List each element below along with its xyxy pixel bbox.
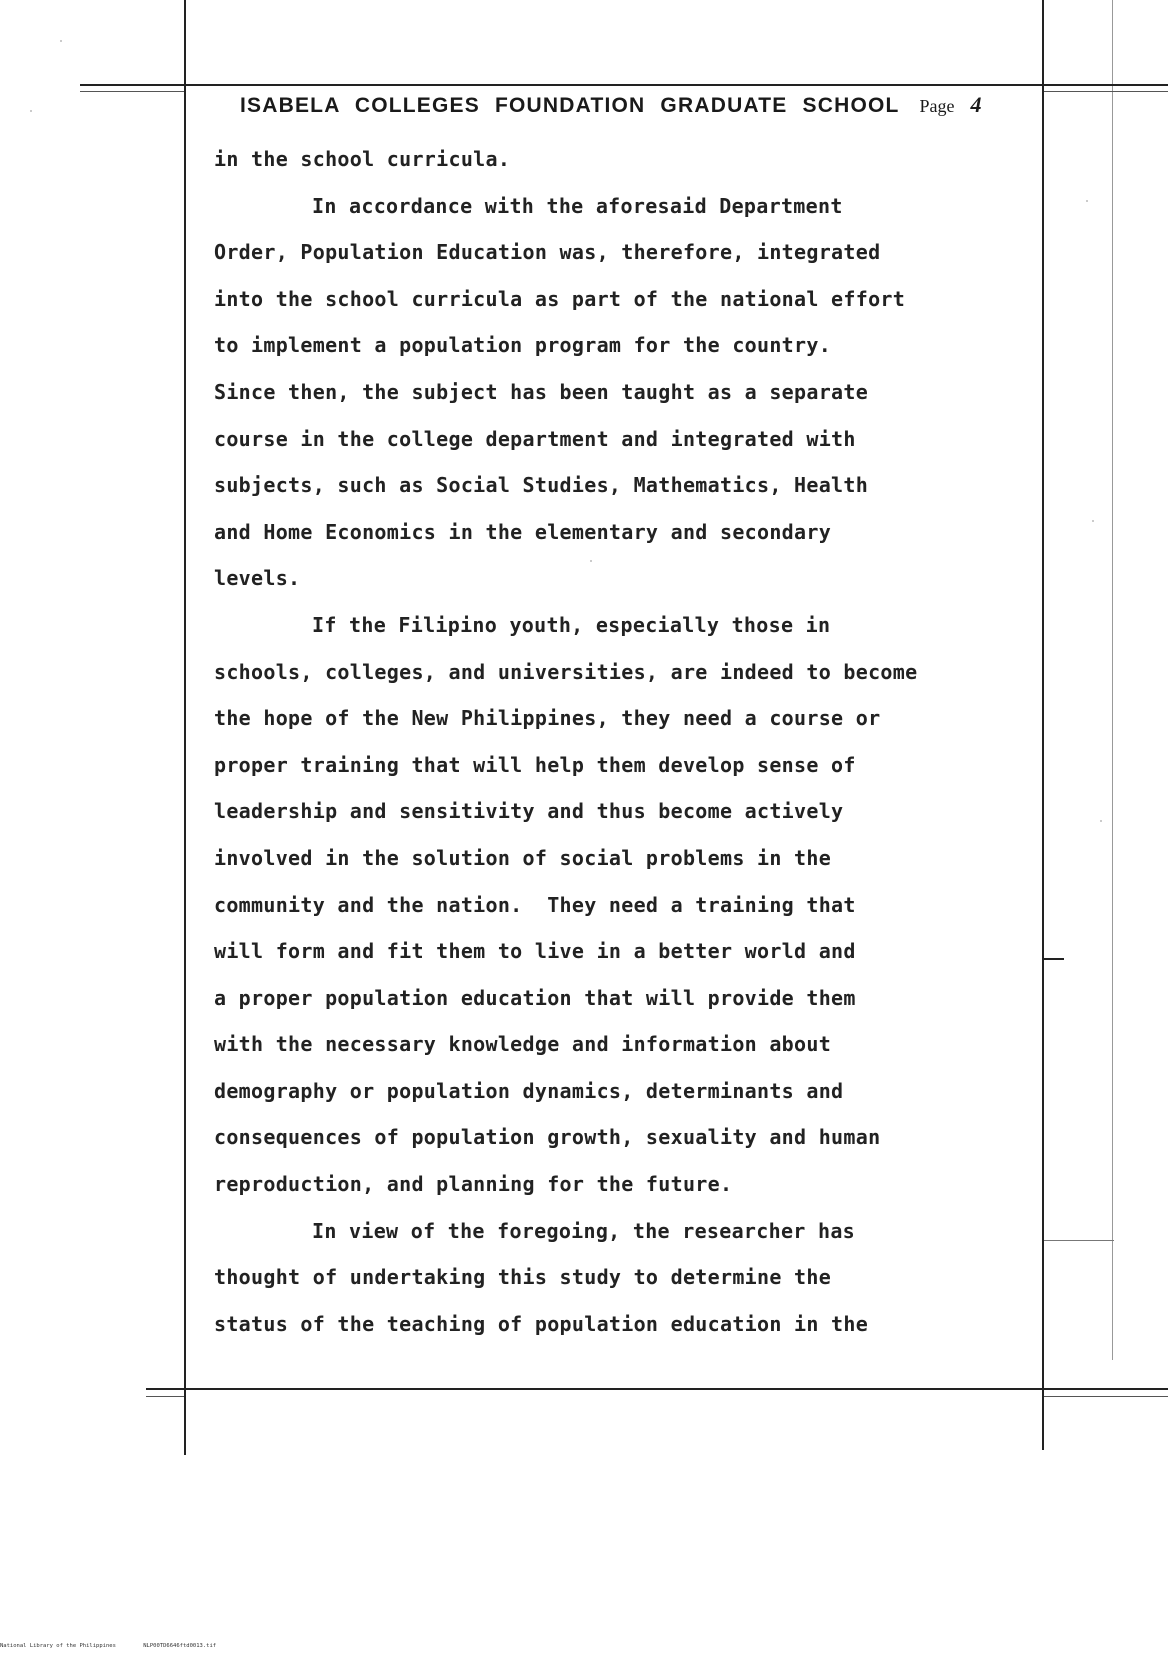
text-line: the hope of the New Philippines, they need a course or (214, 706, 881, 731)
scan-footer (0, 1643, 240, 1649)
side-tick-mark (1044, 958, 1064, 960)
page-number: 4 (970, 92, 982, 117)
bottom-rule-left (146, 1396, 184, 1397)
text-line: in the school curricula. (214, 147, 511, 171)
text-line: will form and fit them to live in a better world and (214, 939, 856, 964)
bottom-rule (146, 1388, 1168, 1390)
page-header (240, 92, 1040, 128)
scan-speck (30, 110, 32, 112)
text-line: If the Filipino youth, especially those in (312, 612, 831, 637)
text-line: community and the nation. They need a training that (214, 892, 856, 917)
text-line: proper training that will help them develop sense of (214, 752, 856, 777)
text-line: status of the teaching of population education in the (214, 1311, 869, 1336)
text-line: consequences of population growth, sexuality and human (214, 1125, 881, 1150)
text-line: schools, colleges, and universities, are indeed to become (214, 659, 918, 684)
text-line: levels. (214, 566, 301, 591)
text-line: into the school curricula as part of the national effort (214, 286, 906, 311)
left-margin-rule (184, 0, 186, 1455)
scan-speck (60, 40, 62, 42)
text-line: In view of the foregoing, the researcher has (312, 1218, 856, 1243)
side-tick-mark-2 (1044, 1240, 1114, 1241)
bottom-rule-right (1044, 1396, 1168, 1397)
file-id: NLP00TD6646ftd0013.tif (143, 1643, 217, 1649)
text-line: Since then, the subject has been taught as a separate (214, 379, 869, 404)
text-line: demography or population dynamics, determinants and (214, 1078, 844, 1103)
page-label: Page (919, 96, 955, 116)
right-edge-rule (1112, 0, 1113, 1360)
institution-title: ISABELA COLLEGES FOUNDATION GRADUATE SCHOOL (240, 94, 900, 117)
scan-speck (1092, 520, 1094, 522)
text-line: In accordance with the aforesaid Department (312, 193, 843, 218)
text-line: course in the college department and integrated with (214, 426, 856, 451)
right-margin-rule (1042, 0, 1044, 1450)
scan-speck (1100, 820, 1102, 822)
text-line: and Home Economics in the elementary and secondary (214, 519, 832, 544)
header-rule-short (80, 91, 184, 92)
scan-speck (1086, 200, 1088, 202)
text-line: thought of undertaking this study to determine the (214, 1265, 832, 1290)
text-line: Order, Population Education was, therefore, integrated (214, 240, 881, 265)
text-line: leadership and sensitivity and thus become actively (214, 799, 844, 824)
library-name: National Library of the Philippines (0, 1643, 116, 1649)
header-top-rule (80, 84, 1168, 86)
text-line: involved in the solution of social problems in the (214, 845, 832, 870)
text-line: a proper population education that will provide them (214, 985, 856, 1010)
text-line: with the necessary knowledge and information about (214, 1032, 832, 1057)
text-line: reproduction, and planning for the future. (214, 1172, 733, 1197)
body-text (214, 136, 1034, 1347)
text-line: to implement a population program for the country. (214, 333, 832, 358)
text-line: subjects, such as Social Studies, Mathematics, Health (214, 473, 869, 498)
header-rule-right (1044, 91, 1168, 92)
